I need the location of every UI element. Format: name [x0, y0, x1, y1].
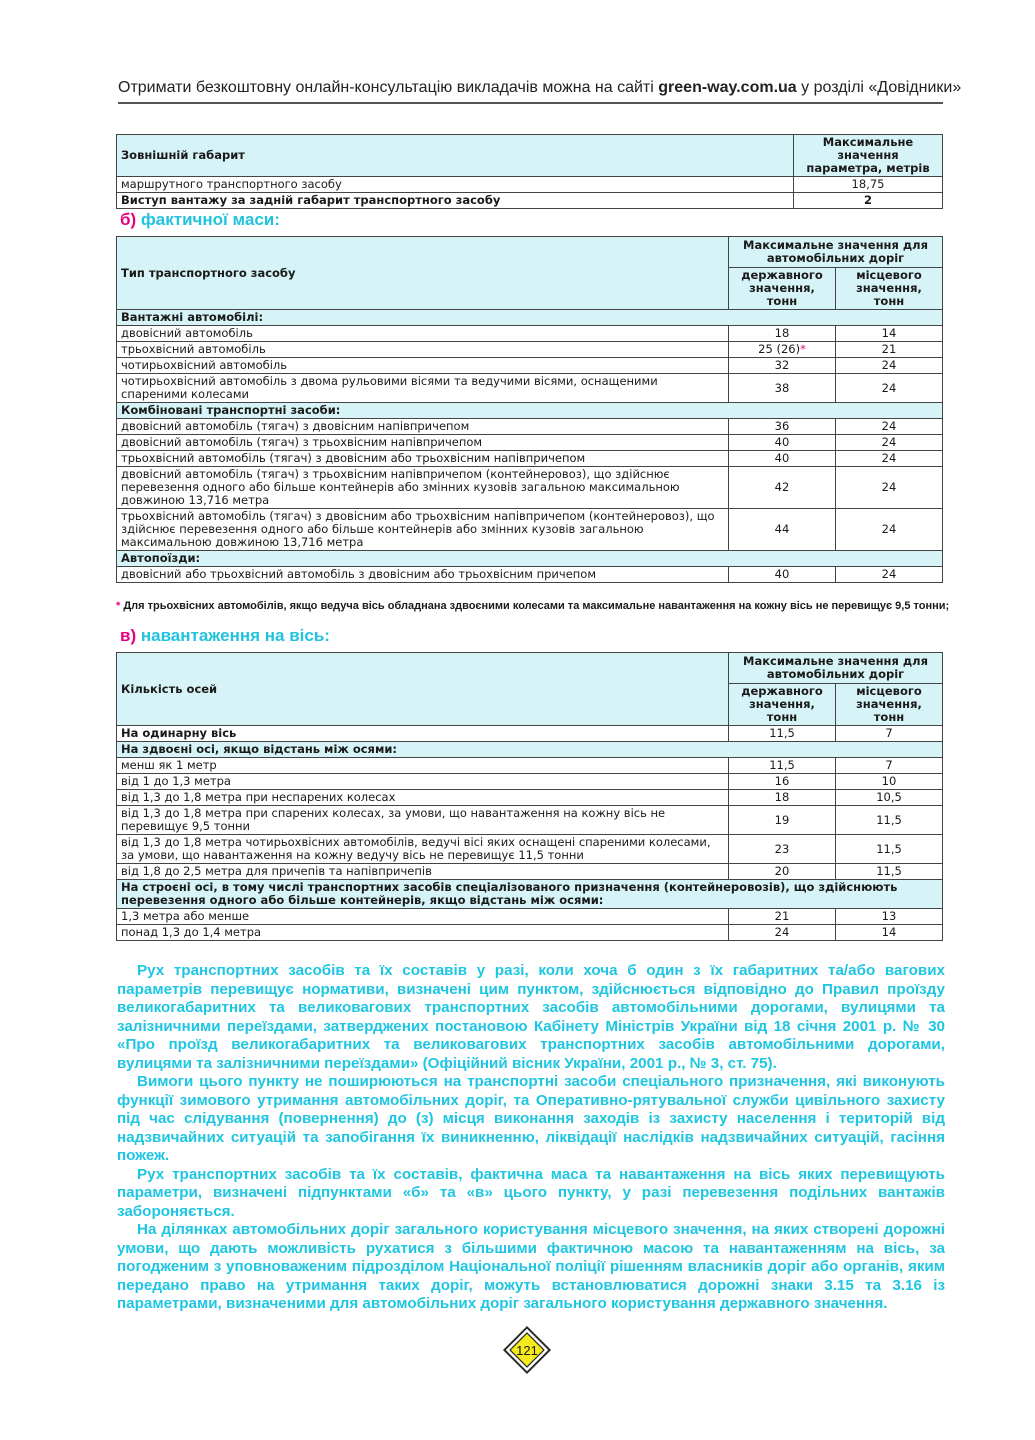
- group-row: [117, 880, 943, 909]
- row-local: 10,5: [836, 790, 943, 806]
- row-label: На одинарну вісь: [117, 726, 729, 742]
- row-state: 40: [729, 567, 836, 583]
- table-row: [117, 567, 943, 583]
- group-label: Автопоїзди:: [117, 551, 943, 567]
- section-title-text: фактичної маси:: [140, 210, 280, 229]
- paragraph: Рух транспортних засобів та їх составів у разі, коли хоча б один з їх габаритних та/або вагових параметрів перевищує нормативи, визначені цим пунктом, здійснюється відповідно до Правил проїзду великогабаритних та великовагових транспортних засобів автомобільними дорогами, вулицями та залізничними переїздами, затверджених постановою Кабінету Міністрів України від 18 січня 2001 р. № 30 «Про проїзд великогабаритних та великовагових транспортних засобів автомобільними дорогами, вулицями та залізничними переїздами» (Офіційний вісник України, 2001 р., № 3, ст. 75).: [117, 962, 945, 1072]
- table-header-row: [117, 135, 943, 177]
- row-local: 24: [836, 567, 943, 583]
- row-state: 32: [729, 358, 836, 374]
- footnote-star: *: [800, 342, 806, 356]
- row-state: 11,5: [729, 758, 836, 774]
- table-row: [117, 326, 943, 342]
- row-state: 20: [729, 864, 836, 880]
- mass-table: [116, 236, 943, 583]
- table-row: [117, 451, 943, 467]
- row-local: 24: [836, 435, 943, 451]
- row-value: 2: [794, 193, 943, 209]
- row-label: понад 1,3 до 1,4 метра: [117, 925, 729, 941]
- group-row: [117, 310, 943, 326]
- diamond-badge-icon: [502, 1325, 552, 1375]
- group-label: Вантажні автомобілі:: [117, 310, 943, 326]
- row-local: 24: [836, 419, 943, 435]
- table-row: [117, 835, 943, 864]
- row-label: 1,3 метра або менше: [117, 909, 729, 925]
- table-row: [117, 806, 943, 835]
- table-row: [117, 358, 943, 374]
- footnote-text: Для трьохвісних автомобілів, якщо ведуча вісь обладнана здвоєними колесами та максимальне навантаження на кожну вісь не перевищує 9,5 тонни;: [120, 600, 950, 612]
- paragraph: Вимоги цього пункту не поширюються на транспортні засоби спеціального призначення, які виконують функції зимового утримання автомобільних доріг, та Оперативно-рятувальної служби цивільного захисту під час слідування (повернення) до (з) місця виконання заходів із захисту населення і територій від надзвичайних ситуацій та запобігання їх виникненню, ліквідації наслідків надзвичайних ситуацій, гасіння пожеж.: [117, 1073, 945, 1164]
- row-label: двовісний автомобіль (тягач) з трьохвісним напівпричепом (контейнеровоз), що здійснює перевезення одного або більше контейнерів або змінних кузовів загальною максимальною довжиною 13,716 метра: [117, 467, 729, 509]
- row-state: 19: [729, 806, 836, 835]
- row-state: 21: [729, 909, 836, 925]
- row-local: 24: [836, 509, 943, 551]
- table-row: [117, 909, 943, 925]
- column-header: Кількість осей: [117, 653, 729, 726]
- row-local: 11,5: [836, 806, 943, 835]
- table-row: [117, 419, 943, 435]
- row-label: від 1,3 до 1,8 метра при неспарених колесах: [117, 790, 729, 806]
- row-label: трьохвісний автомобіль (тягач) з двовісним або трьохвісним напівпричепом: [117, 451, 729, 467]
- row-label: від 1,3 до 1,8 метра чотирьохвісних автомобілів, ведучі вісі яких оснащені спареними колесами, за умови, що навантаження на кожну ведучу вісь не перевищує 11,5 тонни: [117, 835, 729, 864]
- column-header: Максимальне значення для автомобільних доріг: [729, 653, 943, 684]
- row-state: 11,5: [729, 726, 836, 742]
- row-label: двовісний автомобіль (тягач) з двовісним напівпричепом: [117, 419, 729, 435]
- column-header: державного значення, тонн: [729, 268, 836, 310]
- group-row: [117, 403, 943, 419]
- section-b-title: [120, 210, 280, 230]
- row-local: 7: [836, 726, 943, 742]
- row-label: від 1 до 1,3 метра: [117, 774, 729, 790]
- row-local: 24: [836, 467, 943, 509]
- row-state: 24: [729, 925, 836, 941]
- row-state: 36: [729, 419, 836, 435]
- row-local: 14: [836, 326, 943, 342]
- group-label: На строєні осі, в тому числі транспортних засобів спеціалізованого призначення (контейнеровозів), що здійснюють перевезення одного або більше контейнерів, якщо відстань між осями:: [117, 880, 943, 909]
- row-local: 24: [836, 358, 943, 374]
- row-state-cell: [729, 342, 836, 358]
- table-row: [117, 467, 943, 509]
- row-label: маршрутного транспортного засобу: [117, 177, 794, 193]
- row-label: Виступ вантажу за задній габарит транспортного засобу: [117, 193, 794, 209]
- row-state: 25 (26): [758, 342, 801, 356]
- row-local: 14: [836, 925, 943, 941]
- row-local: 21: [836, 342, 943, 358]
- table-row: [117, 925, 943, 941]
- paragraph: На ділянках автомобільних доріг загального користування місцевого значення, на яких створені дорожні умови, що дають можливість рухатися з більшими фактичною масою та навантаженням на вісь, за погодженим з уповноваженим підрозділом Національної поліції рішенням власників доріг або органів, яким передано право на утримання таких доріг, можуть встановлюватися дорожні знаки 3.15 та 3.16 із параметрами, визначеними для автомобільних доріг загального користування державного значення.: [117, 1221, 945, 1312]
- table-row: [117, 342, 943, 358]
- footnote-star: *: [116, 600, 121, 612]
- column-header: Тип транспортного засобу: [117, 237, 729, 310]
- page-header: [118, 78, 962, 104]
- section-letter: в): [120, 626, 137, 645]
- row-local: 24: [836, 374, 943, 403]
- page-number: 121: [516, 1343, 538, 1358]
- column-header: Максимальне значення для автомобільних доріг: [729, 237, 943, 268]
- section-title-text: навантаження на вісь:: [140, 626, 330, 645]
- group-row: [117, 742, 943, 758]
- row-state: 40: [729, 451, 836, 467]
- column-header: Максимальне значення параметра, метрів: [794, 135, 943, 177]
- row-label: чотирьохвісний автомобіль з двома рульовими вісями та ведучими вісями, оснащеними спареними колесами: [117, 374, 729, 403]
- table-row: [117, 374, 943, 403]
- row-label: від 1,8 до 2,5 метра для причепів та напівпричепів: [117, 864, 729, 880]
- table-row: [117, 774, 943, 790]
- row-local: 11,5: [836, 835, 943, 864]
- row-label: двовісний автомобіль: [117, 326, 729, 342]
- row-label: трьохвісний автомобіль: [117, 342, 729, 358]
- row-local: 7: [836, 758, 943, 774]
- axle-load-table: [116, 652, 943, 941]
- table-row: [117, 435, 943, 451]
- table-row: [117, 726, 943, 742]
- row-state: 40: [729, 435, 836, 451]
- row-state: 38: [729, 374, 836, 403]
- column-header: державного значення, тонн: [729, 684, 836, 726]
- table-row: [117, 864, 943, 880]
- header-site-link[interactable]: green-way.com.ua: [658, 79, 797, 96]
- group-row: [117, 551, 943, 567]
- column-header: місцевого значення, тонн: [836, 268, 943, 310]
- row-value: 18,75: [794, 177, 943, 193]
- section-c-title: [120, 626, 330, 646]
- row-label: трьохвісний автомобіль (тягач) з двовісним або трьохвісним напівпричепом (контейнеровоз), що здійснює перевезення одного або більше контейнерів або змінних кузовів загальною максимальною довжиною 13,716 метра: [117, 509, 729, 551]
- header-text-end: у розділі «Довідники»: [796, 79, 962, 96]
- row-label: менш як 1 метр: [117, 758, 729, 774]
- table-row: [117, 790, 943, 806]
- section-letter: б): [120, 210, 137, 229]
- table-row: [117, 509, 943, 551]
- table-header-row: [117, 653, 943, 684]
- group-label: На здвоєні осі, якщо відстань між осями:: [117, 742, 943, 758]
- row-label: від 1,3 до 1,8 метра при спарених колесах, за умови, що навантаження на кожну вісь не перевищує 9,5 тонни: [117, 806, 729, 835]
- column-header: Зовнішній габарит: [117, 135, 794, 177]
- table-row: [117, 193, 943, 209]
- row-state: 23: [729, 835, 836, 864]
- row-local: 11,5: [836, 864, 943, 880]
- row-state: 44: [729, 509, 836, 551]
- column-header: місцевого значення, тонн: [836, 684, 943, 726]
- row-local: 10: [836, 774, 943, 790]
- row-state: 18: [729, 790, 836, 806]
- row-state: 16: [729, 774, 836, 790]
- row-state: 18: [729, 326, 836, 342]
- row-state: 42: [729, 467, 836, 509]
- table-row: [117, 177, 943, 193]
- row-local: 13: [836, 909, 943, 925]
- row-label: двовісний автомобіль (тягач) з трьохвісним напівпричепом: [117, 435, 729, 451]
- footnote: [116, 600, 951, 612]
- row-label: двовісний або трьохвісний автомобіль з двовісним або трьохвісним причепом: [117, 567, 729, 583]
- body-text: [117, 962, 945, 1314]
- page-number-badge: [502, 1325, 552, 1375]
- dimensions-table: [116, 134, 943, 209]
- row-label: чотирьохвісний автомобіль: [117, 358, 729, 374]
- row-local: 24: [836, 451, 943, 467]
- header-text: Отримати безкоштовну онлайн-консультацію викладачів можна на сайті: [118, 79, 659, 96]
- group-label: Комбіновані транспортні засоби:: [117, 403, 943, 419]
- table-header-row: [117, 237, 943, 268]
- paragraph: Рух транспортних засобів та їх составів, фактична маса та навантаження на вісь яких перевищують параметри, визначені підпунктами «б» та «в» цього пункту, у разі перевезення подільних вантажів забороняється.: [117, 1165, 945, 1220]
- table-row: [117, 758, 943, 774]
